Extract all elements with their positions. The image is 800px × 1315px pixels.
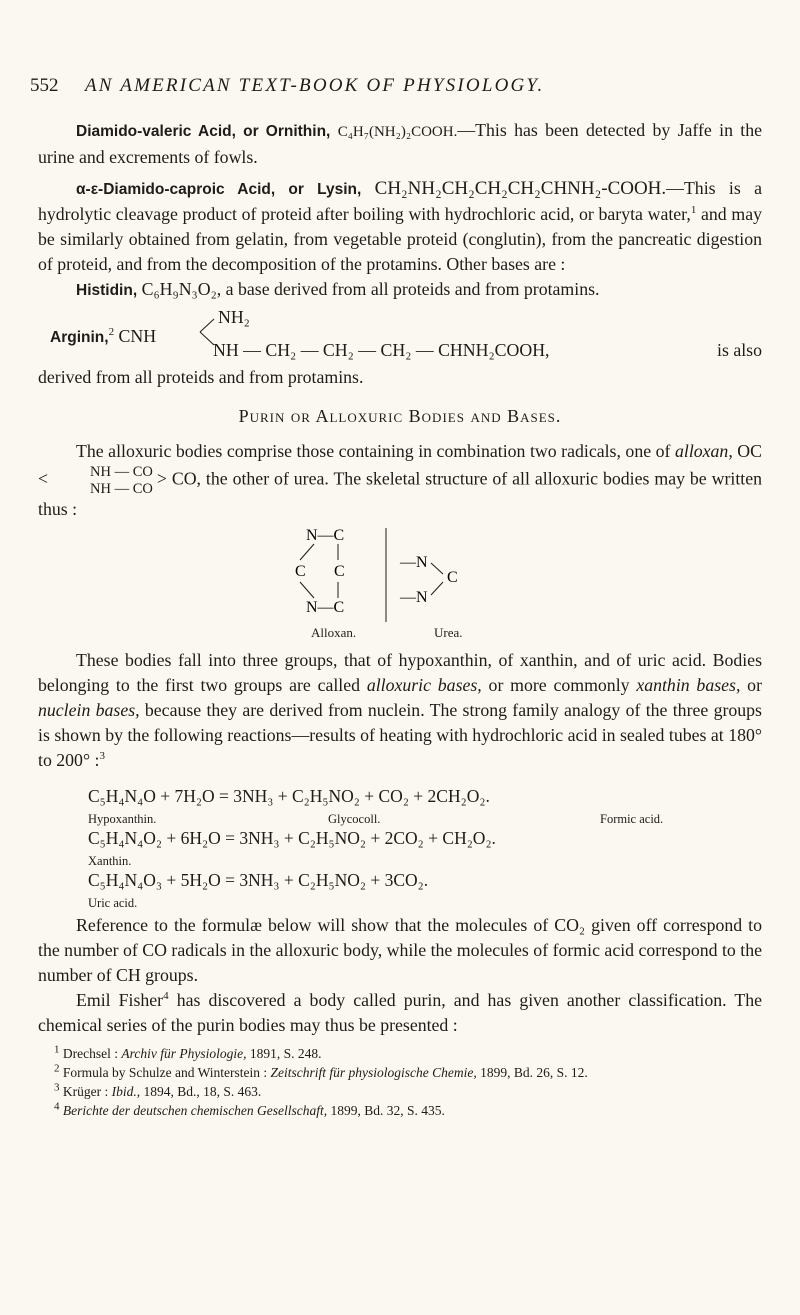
reaction-hypoxanthin [88,785,762,826]
formula-histidin: C₆H₉N₃O₂, [141,279,222,299]
alloxan-fraction: NH — CO NH — CO [90,464,153,497]
paragraph-histidin [38,277,762,303]
reaction-names [88,849,762,868]
term-xanthin-bases: xanthin bases, [636,675,741,695]
term-alloxuric-bases: alloxuric bases, [366,675,482,695]
urea-n-bottom: —N [400,589,428,606]
footnote-3: $^3$ Krüger : Ibid., 1894, Bd., 18, S. 463. [54,1081,262,1099]
skeletal-structure-lines [38,522,762,622]
text-lysin-a: —This is a hydrolytic cleavage product of proteid after boiling with hydrochloric acid, or baryta water, [38,178,762,224]
paragraph-groups: These bodies fall into three groups, that of hypoxanthin, of xanthin, and of uric acid. Bodies belonging to the first two groups are called alloxuric bases, or more commonly xanthin bases, or nuclein bases, because they are derived from nuclein. The strong family analogy of the three groups is shown by the following reactions—results of heating with hydrochloric acid in sealed tubes at 180° to 200° :$^3$ [38,650,762,770]
footnotes [38,1044,762,1120]
alloxan-n-bottom: N—C [306,599,345,616]
alloxan-c-left: C [295,563,306,580]
term-alloxan: alloxan, [674,441,733,461]
reaction-equation: C₅H₄N₄O₃ + 5H₂O = 3NH₃ + C₂H₅NO₂ + 3CO₂. [88,870,429,890]
alloxan-n-top: N—C [306,527,345,544]
section-title: Purin or Alloxuric Bodies and Bases. [238,406,562,426]
arginin-continuation: derived from all proteids and from protamins. [38,367,364,387]
reaction-uric-acid [88,869,762,910]
footnote-ref-3[interactable]: 3 [99,750,105,763]
footnote-4: $^4$ Berichte der deutschen chemischen Gesellschaft, 1899, Bd. 32, S. 435. [54,1100,445,1118]
reaction-list [88,785,762,910]
arginin-stem: CNH [118,326,157,346]
text-ornithin: —This has been detected by Jaffe in the urine and excrements of fowls. [38,120,763,167]
term-lysin: α-ε-Diamido-caproic Acid, or Lysin, [76,181,362,198]
term-histidin: Histidin, [76,282,138,299]
text-lysin-b: and may be similarly obtained from gelatin, from vegetable proteid (conglutin), from the pancreatic digestion of proteid, and from the decomposition of the protamins. Other bases are : [38,204,762,274]
urea-c: C [447,569,458,586]
reaction-xanthin [88,827,762,868]
urea-n-top: —N [400,554,428,571]
arginin-label: Arginin,$^2$ CNH [50,326,157,346]
skeletal-structure-diagram [38,522,762,642]
page-number: 552 [30,75,59,96]
arginin-formula [38,307,762,365]
footnote-ref-2[interactable]: 2 [108,326,115,339]
alloxan-caption: Alloxan. [311,625,357,640]
paragraph-lysin [38,176,762,277]
compound-name: Hypoxanthin. [88,812,157,826]
term-ornithin: Diamido-valeric Acid, or Ornithin, [76,123,331,140]
compound-name: Glycocoll. [328,812,381,826]
reaction-names [88,807,762,826]
compound-name: Xanthin. [88,854,132,868]
reaction-equation: C₅H₄N₄O₂ + 6H₂O = 3NH₃ + C₂H₅NO₂ + 2CO₂ + CH₂O₂. [88,828,496,848]
text-histidin: a base derived from all proteids and from protamins. [221,279,600,299]
alloxan-c-right: C [334,563,345,580]
paragraph-fisher: Emil Fisher$^4$ has discovered a body called purin, and has given another classification. The chemical series of the purin bodies may thus be presented : [38,990,762,1035]
reaction-names [88,891,762,910]
footnote-2: $^2$ Formula by Schulze and Winterstein : Zeitschrift für physiologische Chemie, 1899, Bd. 26, S. 12. [54,1062,588,1080]
arginin-tail: is also [717,340,762,360]
footnote-ref-1[interactable]: 1 [690,204,697,217]
text-column [38,118,762,1120]
footnote-ref-4[interactable]: 4 [163,990,169,1003]
compound-name: Formic acid. [600,812,664,826]
running-title: AN AMERICAN TEXT-BOOK OF PHYSIOLOGY. [85,75,545,96]
footnote-1: $^1$ Drechsel : Archiv für Physiologie, 1891, S. 248. [54,1043,322,1061]
compound-name: Uric acid. [88,896,138,910]
paragraph-ornithin [38,118,762,170]
formula-lysin: CH₂NH₂CH₂CH₂CH₂CHNH₂-COOH. [374,178,667,199]
arginin-upper-group: NH₂ [218,307,250,327]
paragraph-reference: Reference to the formulæ below will show that the molecules of CO₂ given off correspond to the number of CO radicals in the alloxuric body, while the molecules of formic acid correspond to the number of CH groups. [38,915,762,985]
term-nuclein-bases: nuclein bases, [38,700,140,720]
formula-ornithin: C₄H₇(NH₂)₂COOH. [337,124,458,140]
reaction-equation: C₅H₄N₄O + 7H₂O = 3NH₃ + C₂H₅NO₂ + CO₂ + 2CH₂O₂. [88,786,490,806]
arginin-lower-chain: NH — CH₂ — CH₂ — CH₂ — CHNH₂COOH, [213,340,550,360]
paragraph-alloxuric: The alloxuric bodies comprise those containing in combination two radicals, one of alloxan, OC < NH — CO NH — CO > CO, the other of urea. The skeletal structure of all alloxuric bodies may be written thus : [38,441,762,519]
urea-caption: Urea. [434,625,463,640]
